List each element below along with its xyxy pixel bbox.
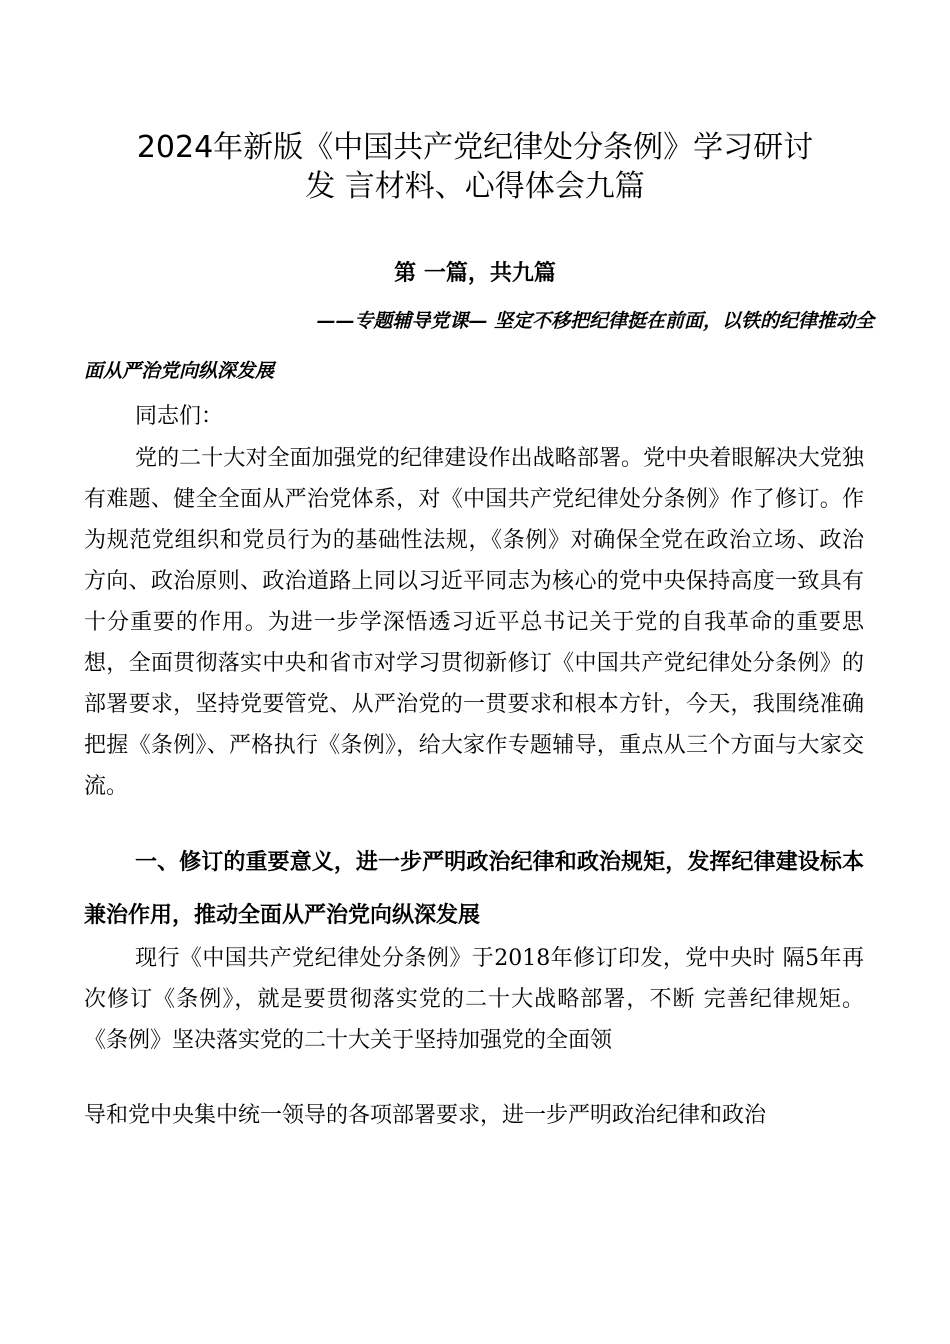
body-paragraph-1: 党的二十大对全面加强党的纪律建设作出战略部署。党中央着眼解决大党独有难题、健全全面从严治党体系，对《中国共产党纪律处分条例》作了修订。作为规范党组织和党员行为的基础性法规，《条例》对确保全党在政治立场、政治方向、政治原则、政治道路上同以习近平同志为核心的党中央保持高度一致具有十分重要的作用。为进一步学深悟透习近平总书记关于党的自我革命的重要思想，全面贯彻落实中央和省市对学习贯彻新修订《中国共产党纪律处分条例》的部署要求，坚持党要管党、从严治党的一贯要求和根本方针，今天，我围绕准确把握《条例》、严格执行《条例》，给大家作专题辅导，重点从三个方面与大家交流。: [84, 446, 864, 799]
document-title-line2: 发 言材料、心得体会九篇: [305, 169, 645, 204]
body-paragraph-2: 现行《中国共产党纪律处分条例》于2018年修订印发，党中央时 隔5年再次修订《条例》，就是要贯彻落实党的二十大战略部署，不断 完善纪律规矩。 《条例》坚决落实党的二十大关于坚持加强党的全面领: [84, 946, 864, 1053]
subtitle-line2: 面从严治党向纵深发展: [84, 360, 275, 382]
greeting: 同志们：: [135, 404, 224, 429]
part-label: 第 一篇，共九篇: [394, 261, 556, 286]
body-paragraph-3: 导和党中央集中统一领导的各项部署要求，进一步严明政治纪律和政治: [84, 1103, 767, 1128]
section-heading-1: 一、修订的重要意义，进一步严明政治纪律和政治规矩，发挥纪律建设标本兼治作用，推动全面从严治党向纵深发展: [84, 850, 864, 928]
subtitle-line1: ——专题辅导党课— 坚定不移把纪律挺在前面，以铁的纪律推动全: [316, 310, 874, 332]
document-title-line1: 2024年新版《中国共产党纪律处分条例》学习研讨: [136, 130, 814, 165]
